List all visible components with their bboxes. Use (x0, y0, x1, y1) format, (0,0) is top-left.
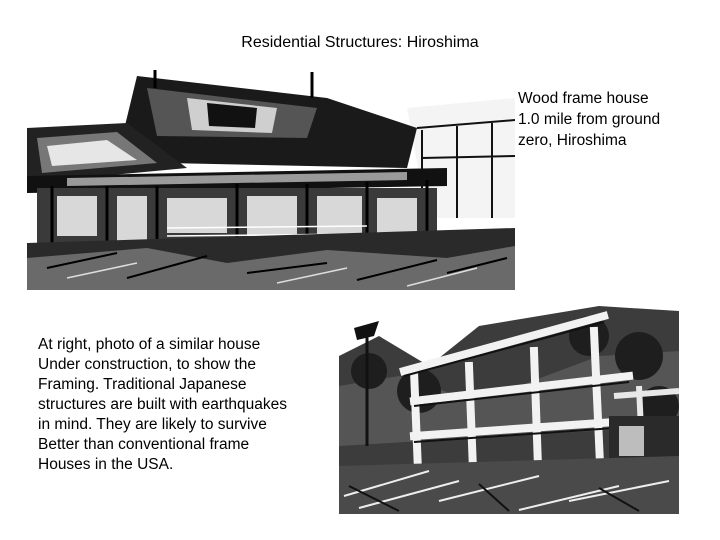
body-text-line: Under construction, to show the (38, 356, 256, 373)
body-text-line: Framing. Traditional Japanese (38, 376, 247, 393)
house-frame-photo (339, 296, 679, 514)
body-text (38, 335, 338, 475)
slide-title-text: Residential Structures: Hiroshima (241, 34, 479, 51)
body-text-line: Houses in the USA. (38, 456, 174, 473)
damaged-house-photo (27, 68, 515, 290)
caption-line: Wood frame house (518, 90, 649, 107)
top-photo-caption (518, 88, 718, 151)
body-text-line: At right, photo of a similar house (38, 336, 261, 353)
slide-title (0, 34, 720, 52)
caption-line: 1.0 mile from ground (518, 111, 661, 128)
body-text-line: Better than conventional frame (38, 436, 250, 453)
caption-line: zero, Hiroshima (518, 132, 627, 149)
body-text-line: structures are built with earthquakes (38, 396, 287, 413)
body-text-line: in mind. They are likely to survive (38, 416, 267, 433)
